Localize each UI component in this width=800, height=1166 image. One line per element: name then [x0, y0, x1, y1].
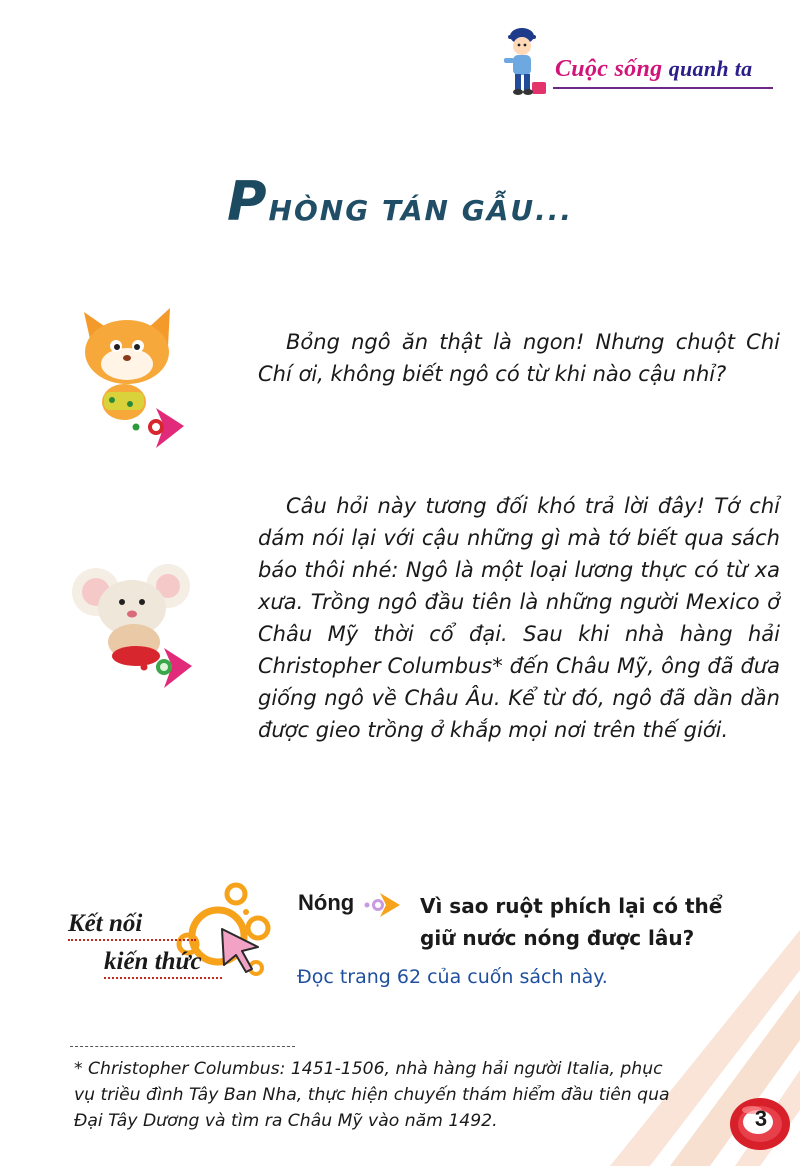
footnote-rule [70, 1046, 295, 1047]
hot-label: Nóng [298, 890, 355, 915]
mouse-dialogue: Câu hỏi này tương đối khó trả lời đây! Tớ chỉ dám nói lại với cậu những gì mà tớ biết qua sách báo thôi nhé: Ngô là một loại lương thực có từ xa xưa. Trồng ngô đầu tiên là những người Mexico ở Châu Mỹ thời cổ đại. Sau khi nhà hàng hải Christopher Columbus* đến Châu Mỹ, ông đã đưa giống ngô về Châu Âu. Kể từ đó, ngô đã dần dần được gieo trồng ở khắp mọi nơi trên thế giới. [258, 494, 780, 742]
cat-character-icon [72, 300, 202, 460]
series-title [555, 56, 752, 83]
series-title-word2: quanh ta [668, 56, 753, 81]
mouse-character-icon [66, 552, 206, 707]
knowledge-link-underline1 [68, 939, 196, 941]
arrow-pointer-icon [362, 890, 402, 920]
see-page-reference[interactable]: Đọc trang 62 của cuốn sách này. [297, 966, 608, 988]
series-underline [553, 87, 773, 89]
cursor-arrow-icon [218, 925, 264, 975]
page-title-rest: HÒNG TÁN GẪU... [268, 194, 574, 227]
page-number: 3 [754, 1106, 768, 1131]
hot-question: Vì sao ruột phích lại có thể giữ nước nóng được lâu? [420, 894, 723, 950]
series-title-word1: Cuộc sống [555, 56, 663, 82]
page-title-initial: P [226, 170, 269, 233]
boy-mascot-icon [496, 22, 556, 102]
footnote: * Christopher Columbus: 1451-1506, nhà hàng hải người Italia, phục vụ triều đình Tây Ban Nha, thực hiện chuyến thám hiểm đầu tiên qua Đại Tây Dương và tìm ra Châu Mỹ vào năm 1492. [74, 1059, 670, 1131]
knowledge-link-title-line1: Kết nối [68, 910, 143, 937]
page-title [0, 170, 800, 233]
knowledge-link-title-line2: kiến thức [104, 948, 202, 975]
knowledge-link-underline2 [104, 977, 222, 979]
cat-dialogue: Bỏng ngô ăn thật là ngon! Nhưng chuột Chi Chí ơi, không biết ngô có từ khi nào cậu nhỉ? [258, 330, 780, 386]
